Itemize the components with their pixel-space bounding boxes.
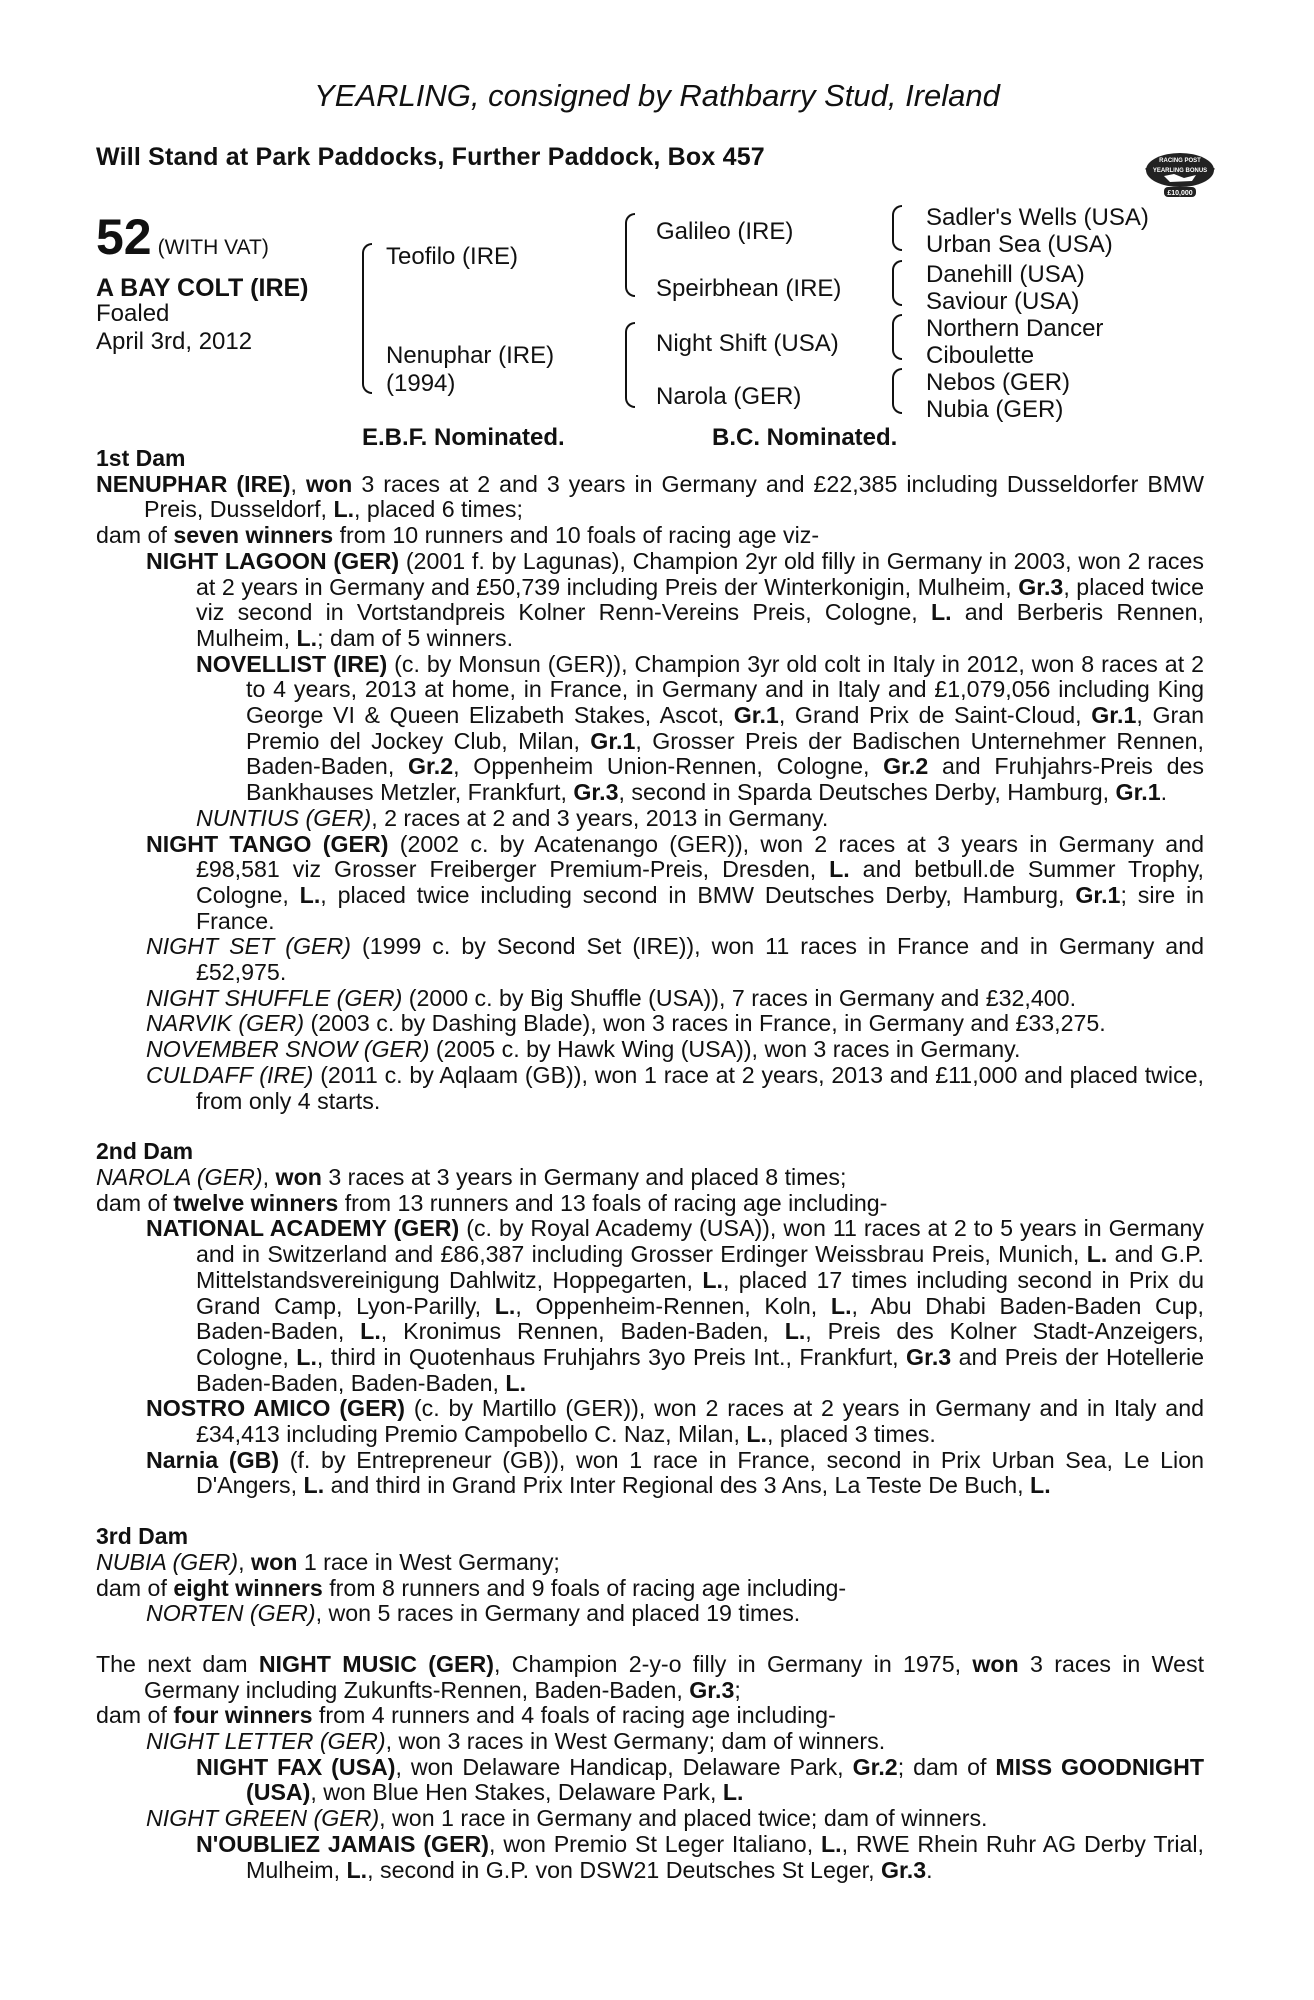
produce-entry: NIGHT LAGOON (GER) (2001 f. by Lagunas), Champion 2yr old filly in Germany in 2003, won 2 races at 2 years in Germany and £50,739 including Preis der Winterkonigin, Mulheim, Gr.3, placed twice viz second in Vortstandpreis Kolner Renn-Vereins Preis, Cologne, L. and Berberis Rennen, Mulheim, L.; dam of 5 winners. (146, 547, 1204, 651)
pedigree-brace (892, 368, 902, 414)
pedigree-brace (625, 322, 635, 408)
pedigree-sd-sire: Danehill (USA) (926, 261, 1085, 288)
produce-entry: NORTEN (GER), won 5 races in Germany and placed 19 times. (146, 1600, 801, 1627)
second-dam-heading: 2nd Dam (96, 1138, 194, 1165)
produce-entry: NIGHT SHUFFLE (GER) (2000 c. by Big Shuffle (USA)), 7 races in Germany and £32,400. (146, 984, 1077, 1011)
lot-number-block (96, 208, 269, 266)
produce-entry: NATIONAL ACADEMY (GER) (c. by Royal Academy (USA)), won 11 races at 2 to 5 years in Germany and in Switzerland and £86,387 including Grosser Erdinger Weissbrau Preis, Munich, L. and G.P. Mittelstandsvereinigung Dahlwitz, Hoppegarten, L., placed 17 times including second in Prix du Grand Camp, Lyon-Parilly, L., Oppenheim-Rennen, Koln, L., Abu Dhabi Baden-Baden Cup, Baden-Baden, L., Kronimus Rennen, Baden-Baden, L., Preis des Kolner Stadt-Anzeigers, Cologne, L., third in Quotenhaus Fruhjahrs 3yo Preis Int., Frankfurt, Gr.3 and Preis der Hotellerie Baden-Baden, Baden-Baden, L. (146, 1215, 1205, 1396)
lot-name: A BAY COLT (IRE) (96, 274, 309, 302)
produce-entry: CULDAFF (IRE) (2011 c. by Aqlaam (GB)), won 1 race at 2 years, 2013 and £11,000 and placed twice, from only 4 starts. (146, 1061, 1204, 1114)
pedigree-ds-dam: Ciboulette (926, 342, 1035, 369)
pedigree-sd-dam: Saviour (USA) (926, 288, 1080, 315)
foaled-label: Foaled (96, 300, 170, 327)
pedigree-notes (96, 446, 1204, 1883)
badge-amount-text: £10,000 (1167, 190, 1193, 197)
produce-entry: NUNTIUS (GER), 2 races at 2 and 3 years, 2013 in Germany. (196, 804, 829, 831)
pedigree-dam: Nenuphar (IRE) (386, 342, 555, 369)
bc-nomination: B.C. Nominated. (712, 424, 898, 451)
pedigree-brace (892, 314, 902, 360)
lot-number: 52 (96, 209, 152, 265)
yearling-bonus-logo (1140, 148, 1220, 200)
pedigree-dd-dam: Nubia (GER) (926, 396, 1064, 423)
first-dam-record: NENUPHAR (IRE), won 3 races at 2 and 3 years in Germany and £22,385 including Dusseldorfer BMW Preis, Dusseldorf, L., placed 6 times; (96, 470, 1204, 523)
second-dam-produce-summary: dam of twelve winners from 13 runners and 13 foals of racing age including- (96, 1189, 888, 1216)
page-title: YEARLING, consigned by Rathbarry Stud, Ireland (314, 78, 1000, 113)
pedigree-dd-sire: Nebos (GER) (926, 369, 1071, 396)
produce-entry: NOVELLIST (IRE) (c. by Monsun (GER)), Champion 3yr old colt in Italy in 2012, won 8 races at 2 to 4 years, 2013 at home, in France, in Germany and in Italy and £1,079,056 including King George VI & Queen Elizabeth Stakes, Ascot, Gr.1, Grand Prix de Saint-Cloud, Gr.1, Gran Premio del Jockey Club, Milan, Gr.1, Grosser Preis der Badischen Unternehmer Rennen, Baden-Baden, Gr.2, Oppenheim Union-Rennen, Cologne, Gr.2 and Fruhjahrs-Preis des Bankhauses Metzler, Frankfurt, Gr.3, second in Sparda Deutsches Derby, Hamburg, Gr.1. (196, 650, 1205, 806)
third-dam-heading: 3rd Dam (96, 1523, 189, 1550)
pedigree-brace (892, 205, 902, 251)
produce-entry: NIGHT TANGO (GER) (2002 c. by Acatenango (GER)), won 2 races at 3 years in Germany and £98,581 viz Grosser Freiberger Premium-Preis, Dresden, L. and betbull.de Summer Trophy, Cologne, L., placed twice including second in BMW Deutsches Derby, Hamburg, Gr.1; sire in France. (146, 830, 1204, 934)
produce-entry: NOVEMBER SNOW (GER) (2005 c. by Hawk Wing (USA)), won 3 races in Germany. (146, 1036, 1021, 1063)
produce-entry: NIGHT LETTER (GER), won 3 races in West Germany; dam of winners. (146, 1728, 886, 1755)
pedigree-sire-sire: Galileo (IRE) (656, 218, 794, 245)
pedigree-brace (892, 260, 902, 306)
vat-label: (WITH VAT) (157, 236, 269, 259)
produce-entry: Narnia (GB) (f. by Entrepreneur (GB)), won 1 race in France, second in Prix Urban Sea, Le Lion D'Angers, L. and third in Grand Prix Inter Regional des 3 Ans, La Teste De Buch, L. (146, 1446, 1204, 1499)
produce-entry: NIGHT SET (GER) (1999 c. by Second Set (IRE)), won 11 races in France and in Germany and £52,975. (146, 933, 1204, 986)
stand-location: Will Stand at Park Paddocks, Further Paddock, Box 457 (96, 143, 765, 171)
produce-entry: NOSTRO AMICO (GER) (c. by Martillo (GER)), won 2 races at 2 years in Germany and in Italy and £34,413 including Premio Campobello C. Naz, Milan, L., placed 3 times. (146, 1395, 1204, 1448)
produce-entry: N'OUBLIEZ JAMAIS (GER), won Premio St Leger Italiano, L., RWE Rhein Ruhr AG Derby Trial, Mulheim, L., second in G.P. von DSW21 Deutsches St Leger, Gr.3. (196, 1830, 1204, 1883)
next-dam-record: The next dam NIGHT MUSIC (GER), Champion 2-y-o filly in Germany in 1975, won 3 races in West Germany including Zukunfts-Rennen, Baden-Baden, Gr.3; (96, 1650, 1205, 1703)
third-dam-record: NUBIA (GER), won 1 race in West Germany; (96, 1548, 560, 1575)
produce-entry: NARVIK (GER) (2003 c. by Dashing Blade), won 3 races in France, in Germany and £33,275. (146, 1010, 1106, 1037)
pedigree-sire: Teofilo (IRE) (386, 243, 519, 270)
pedigree-ss-dam: Urban Sea (USA) (926, 231, 1113, 258)
pedigree-dam-sire: Night Shift (USA) (656, 330, 839, 357)
pedigree-ds-sire: Northern Dancer (926, 315, 1104, 342)
badge-mid-text: YEARLING BONUS (1152, 168, 1208, 174)
second-dam-record: NAROLA (GER), won 3 races at 3 years in Germany and placed 8 times; (96, 1163, 847, 1190)
badge-top-text: RACING POST (1159, 158, 1201, 164)
pedigree-brace (362, 243, 372, 394)
pedigree-brace (625, 213, 635, 297)
ebf-nomination: E.B.F. Nominated. (362, 424, 565, 451)
next-dam-produce-summary: dam of four winners from 4 runners and 4 foals of racing age including- (96, 1702, 836, 1729)
produce-entry: NIGHT FAX (USA), won Delaware Handicap, Delaware Park, Gr.2; dam of MISS GOODNIGHT (USA), won Blue Hen Stakes, Delaware Park, L. (196, 1753, 1205, 1806)
produce-entry: NIGHT GREEN (GER), won 1 race in Germany and placed twice; dam of winners. (146, 1805, 988, 1832)
pedigree-dam-dam: Narola (GER) (656, 383, 802, 410)
pedigree-dam-year: (1994) (386, 370, 456, 397)
third-dam-produce-summary: dam of eight winners from 8 runners and 9 foals of racing age including- (96, 1574, 847, 1601)
foaled-date: April 3rd, 2012 (96, 328, 253, 355)
pedigree-sire-dam: Speirbhean (IRE) (656, 275, 842, 302)
first-dam-heading: 1st Dam (96, 445, 186, 471)
first-dam-produce-summary: dam of seven winners from 10 runners and 10 foals of racing age viz- (96, 522, 820, 549)
pedigree-ss-sire: Sadler's Wells (USA) (926, 204, 1149, 231)
